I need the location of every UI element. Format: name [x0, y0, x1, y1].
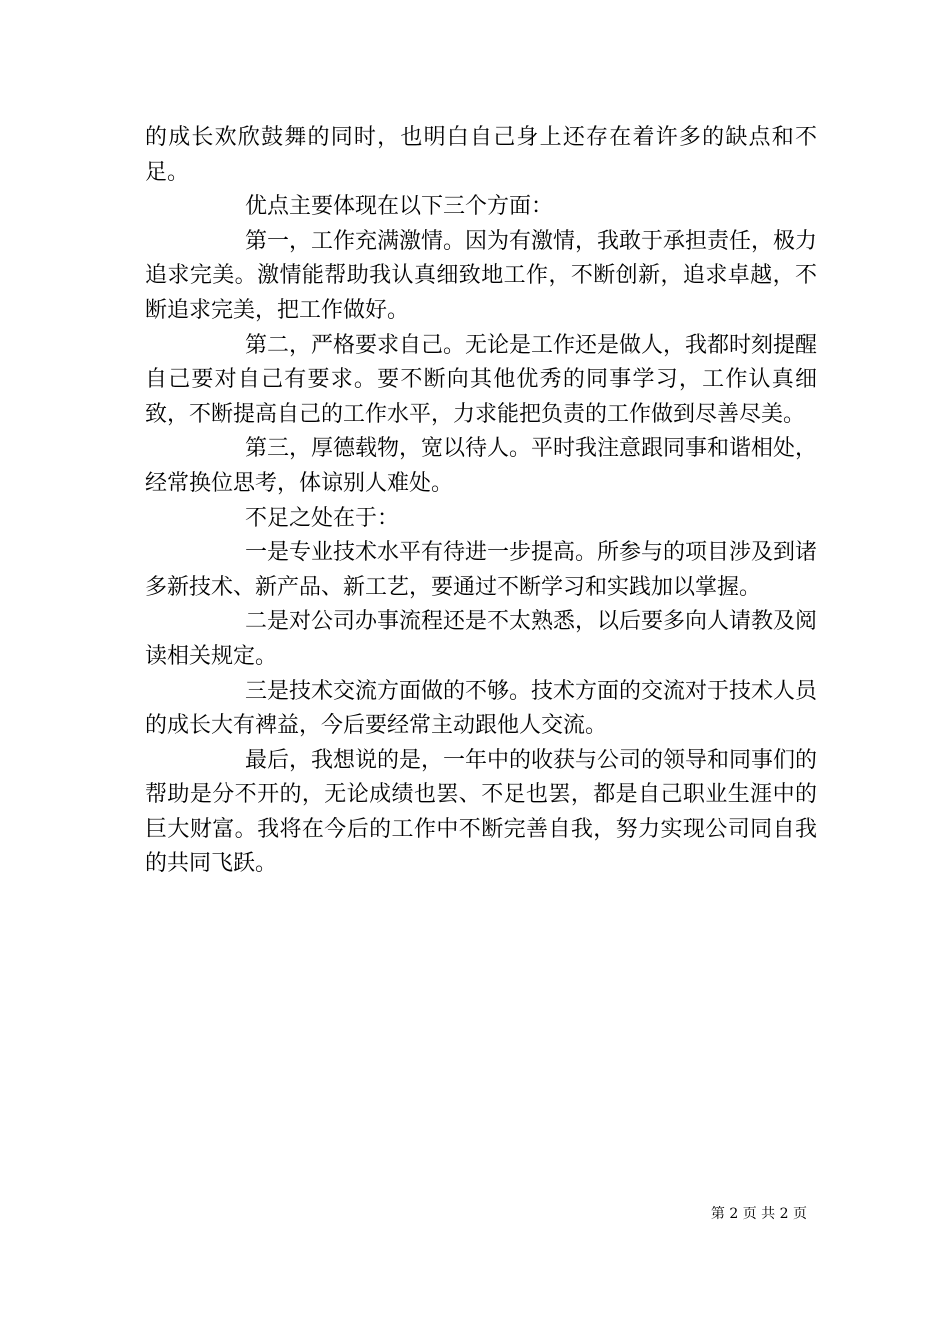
paragraph-continuation: 的成长欢欣鼓舞的同时，也明白自己身上还存在着许多的缺点和不足。 — [145, 125, 817, 185]
paragraph-strength-3: 第三，厚德载物，宽以待人。平时我注意跟同事和谐相处，经常换位思考，体谅别人难处。 — [145, 436, 818, 496]
paragraph-conclusion: 最后，我想说的是，一年中的收获与公司的领导和同事们的帮助是分不开的，无论成绩也罢、不足也罢，都是自己职业生涯中的巨大财富。我将在今后的工作中不断完善自我，努力实现公司同自我的共同飞跃。 — [145, 747, 818, 877]
paragraph-weaknesses-intro: 不足之处在于： — [245, 505, 400, 531]
paragraph-strength-2: 第二，严格要求自己。无论是工作还是做人，我都时刻提醒自己要对自己有要求。要不断向其他优秀的同事学习，工作认真细致，不断提高自己的工作水平，力求能把负责的工作做到尽善尽美。 — [145, 332, 818, 427]
document-body — [145, 121, 817, 882]
paragraph-weakness-1: 一是专业技术水平有待进一步提高。所参与的项目涉及到诸多新技术、新产品、新工艺，要通过不断学习和实践加以掌握。 — [145, 540, 818, 600]
paragraph-weakness-3: 三是技术交流方面做的不够。技术方面的交流对于技术人员的成长大有裨益，今后要经常主动跟他人交流。 — [145, 678, 818, 739]
paragraph-strengths-intro: 优点主要体现在以下三个方面： — [245, 194, 554, 220]
paragraph-weakness-2: 二是对公司办事流程还是不太熟悉，以后要多向人请教及阅读相关规定。 — [145, 609, 818, 669]
page-number-footer: 第 2 页 共 2 页 — [710, 1206, 807, 1222]
paragraph-strength-1: 第一，工作充满激情。因为有激情，我敢于承担责任，极力追求完美。激情能帮助我认真细致地工作，不断创新，追求卓越，不断追求完美，把工作做好。 — [145, 228, 818, 323]
